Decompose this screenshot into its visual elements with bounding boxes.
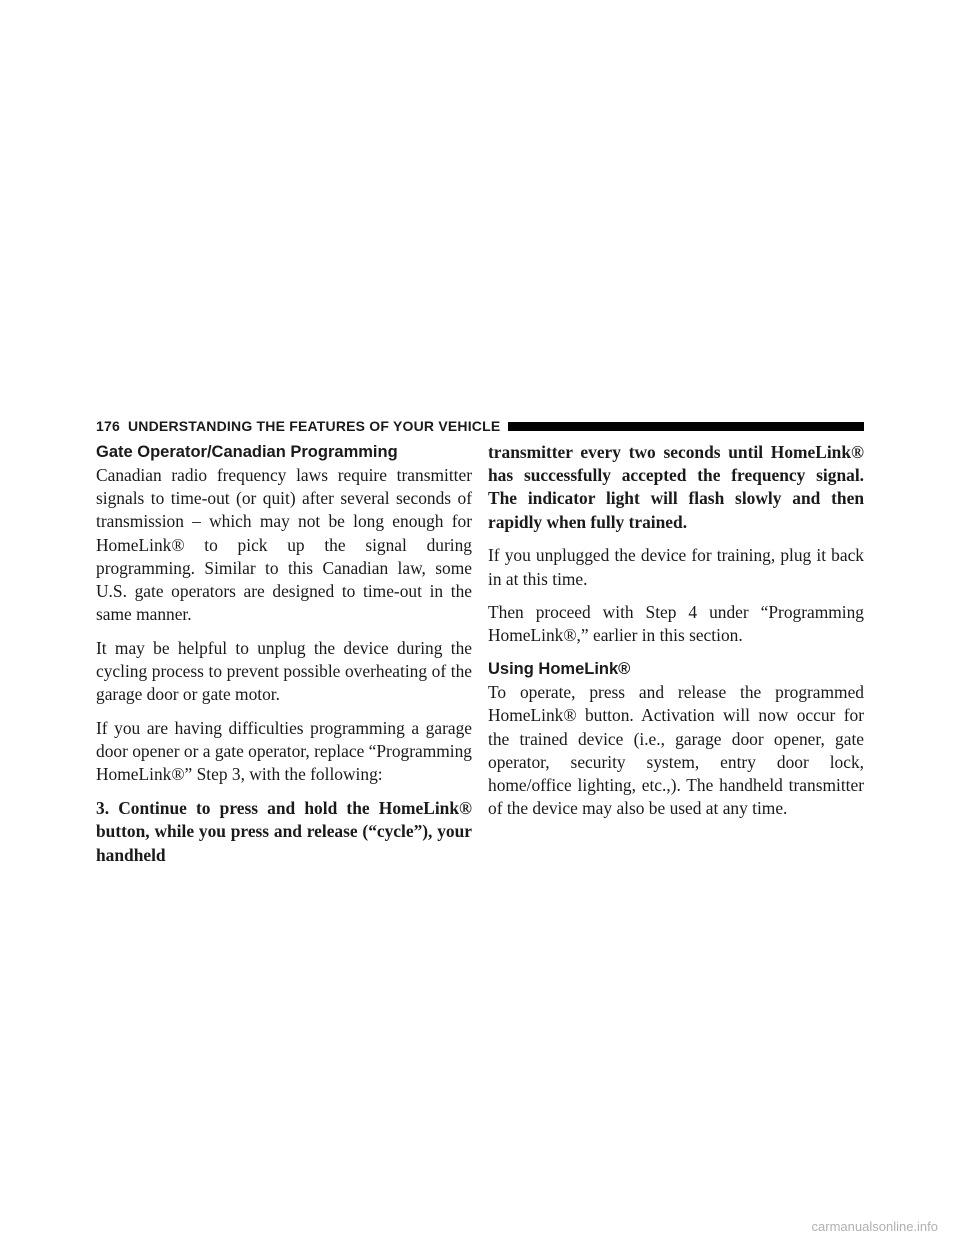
paragraph: To operate, press and release the programmed HomeLink® button. Activation will now occur for the trained device (i.e., garage door opener, gate operator, security system, entry door lock, home/office lighting, etc.,). The handheld transmitter of the device may also be used at any time. xyxy=(488,682,864,819)
step-3-continuation: transmitter every two seconds until HomeLink® has successfully accepted the frequency signal. The indicator light will flash slowly and then rapidly when fully trained. xyxy=(488,442,864,532)
section-heading-gate-operator: Gate Operator/Canadian Programming xyxy=(96,443,398,461)
paragraph: If you unplugged the device for training, plug it back in at this time. xyxy=(488,545,864,589)
page-number: 176 xyxy=(96,418,120,434)
chapter-title: UNDERSTANDING THE FEATURES OF YOUR VEHICLE xyxy=(127,418,501,434)
left-column xyxy=(96,441,472,877)
step-3-instruction: 3. Continue to press and hold the HomeLink® button, while you press and release (“cycle”), your handheld xyxy=(96,798,472,865)
watermark: carmanualsonline.info xyxy=(811,1219,938,1234)
page-header xyxy=(96,415,864,437)
paragraph: If you are having difficulties programming a garage door opener or a gate operator, replace “Programming HomeLink®” Step 3, with the following: xyxy=(96,718,472,785)
header-rule xyxy=(508,422,864,431)
paragraph: Then proceed with Step 4 under “Programming HomeLink®,” earlier in this section. xyxy=(488,602,864,646)
section-heading-using-homelink: Using HomeLink® xyxy=(488,660,631,679)
paragraph: Canadian radio frequency laws require transmitter signals to time-out (or quit) after several seconds of transmission – which may not be long enough for HomeLink® to pick up the signal during programming. Similar to this Canadian law, some U.S. gate operators are designed to time-out in the same manner. xyxy=(96,465,472,625)
right-column xyxy=(488,441,864,831)
paragraph: It may be helpful to unplug the device during the cycling process to prevent possible overheating of the garage door or gate motor. xyxy=(96,637,472,705)
